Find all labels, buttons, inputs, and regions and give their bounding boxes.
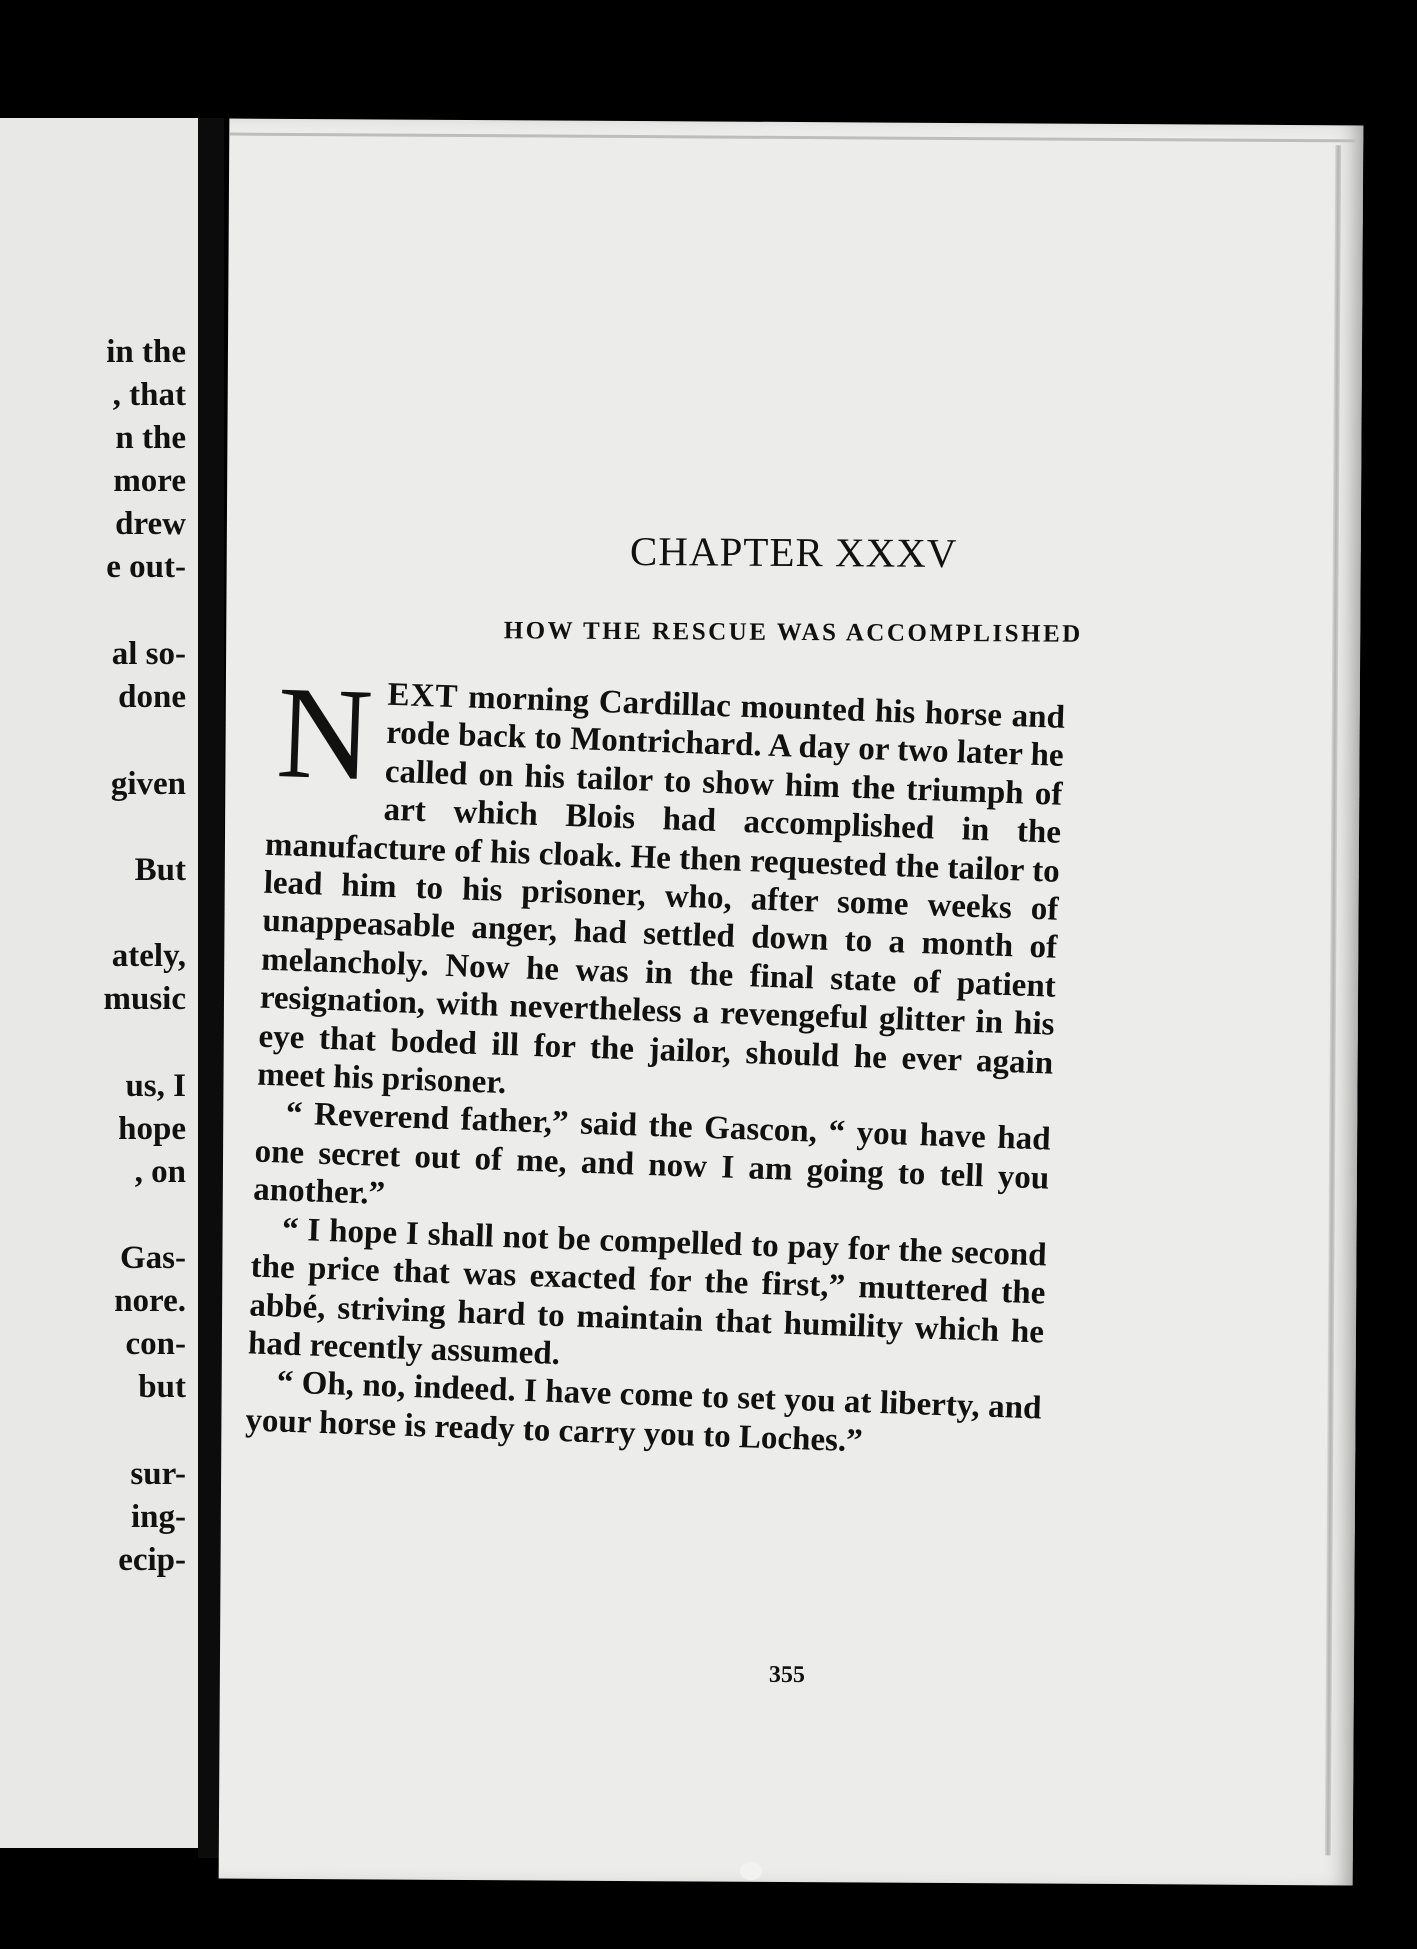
paragraph <box>256 658 1066 1121</box>
left-page-line: in the <box>106 334 186 370</box>
paragraph: “ I hope I shall not be compelled to pay for the second the price that was exacted for the first,” muttered the abbé, striving hard to maintain that humility which he had recently assumed. <box>247 1211 1048 1372</box>
left-page-line: ately, <box>111 938 186 974</box>
left-page-line: ing- <box>130 1499 186 1535</box>
lead-word: EXT <box>387 676 460 716</box>
left-page-line: n the <box>115 420 186 456</box>
left-page-line: con- <box>125 1326 186 1362</box>
left-page-line: ecip- <box>118 1542 186 1578</box>
scan-artifact <box>740 1862 762 1880</box>
left-page-line: , that <box>112 377 186 413</box>
paragraph-text: morning Cardillac mounted his horse and rode back to Montrichard. A day or two later he called on his tailor to show him the triumph of art which Blois had accomplished in the manufacture of his cloak. He then requested the tailor to lead him to his prisoner, who, after some weeks of unappeasable anger, had settled down to a month of melancholy. Now he was in the final state of patient resignation, with nevertheless a revengeful glitter in his eye that boded ill for the jailor, should he ever again meet his prisoner. <box>256 679 1066 1102</box>
previous-page <box>0 118 198 1848</box>
left-page-line: , on <box>134 1154 186 1190</box>
left-page-line: Gas- <box>120 1240 186 1276</box>
left-page-line: given <box>110 766 186 802</box>
left-page-line: drew <box>115 506 186 542</box>
page-fore-edge <box>1325 145 1341 1855</box>
left-page-line: hope <box>118 1111 186 1147</box>
left-page-line: e out- <box>106 549 186 585</box>
left-page-line: but <box>138 1369 186 1405</box>
chapter-subtitle: HOW THE RESCUE WAS ACCOMPLISHED <box>503 617 1083 648</box>
drop-cap: N <box>274 658 375 809</box>
paragraph: “ Oh, no, indeed. I have come to set you at liberty, and your horse is ready to carry you to Loches.” <box>244 1364 1042 1460</box>
left-page-line: sur- <box>130 1456 186 1492</box>
paragraph: “ Reverend father,” said the Gascon, “ you have had one secret out of me, and now I am going to tell you another.” <box>252 1096 1052 1213</box>
left-page-line: al so- <box>111 636 186 672</box>
left-page-line: us, I <box>125 1068 186 1104</box>
left-page-line: But <box>134 852 186 888</box>
chapter-title: CHAPTER XXXV <box>629 528 958 577</box>
chapter-body <box>244 658 1066 1467</box>
left-page-line: music <box>103 981 186 1017</box>
left-page-line: nore. <box>114 1283 186 1319</box>
left-page-line: more <box>113 463 186 499</box>
page-top-edge <box>229 133 1355 143</box>
page-number: 355 <box>768 1661 805 1689</box>
left-page-line: done <box>118 679 186 715</box>
book-page <box>219 119 1364 1886</box>
